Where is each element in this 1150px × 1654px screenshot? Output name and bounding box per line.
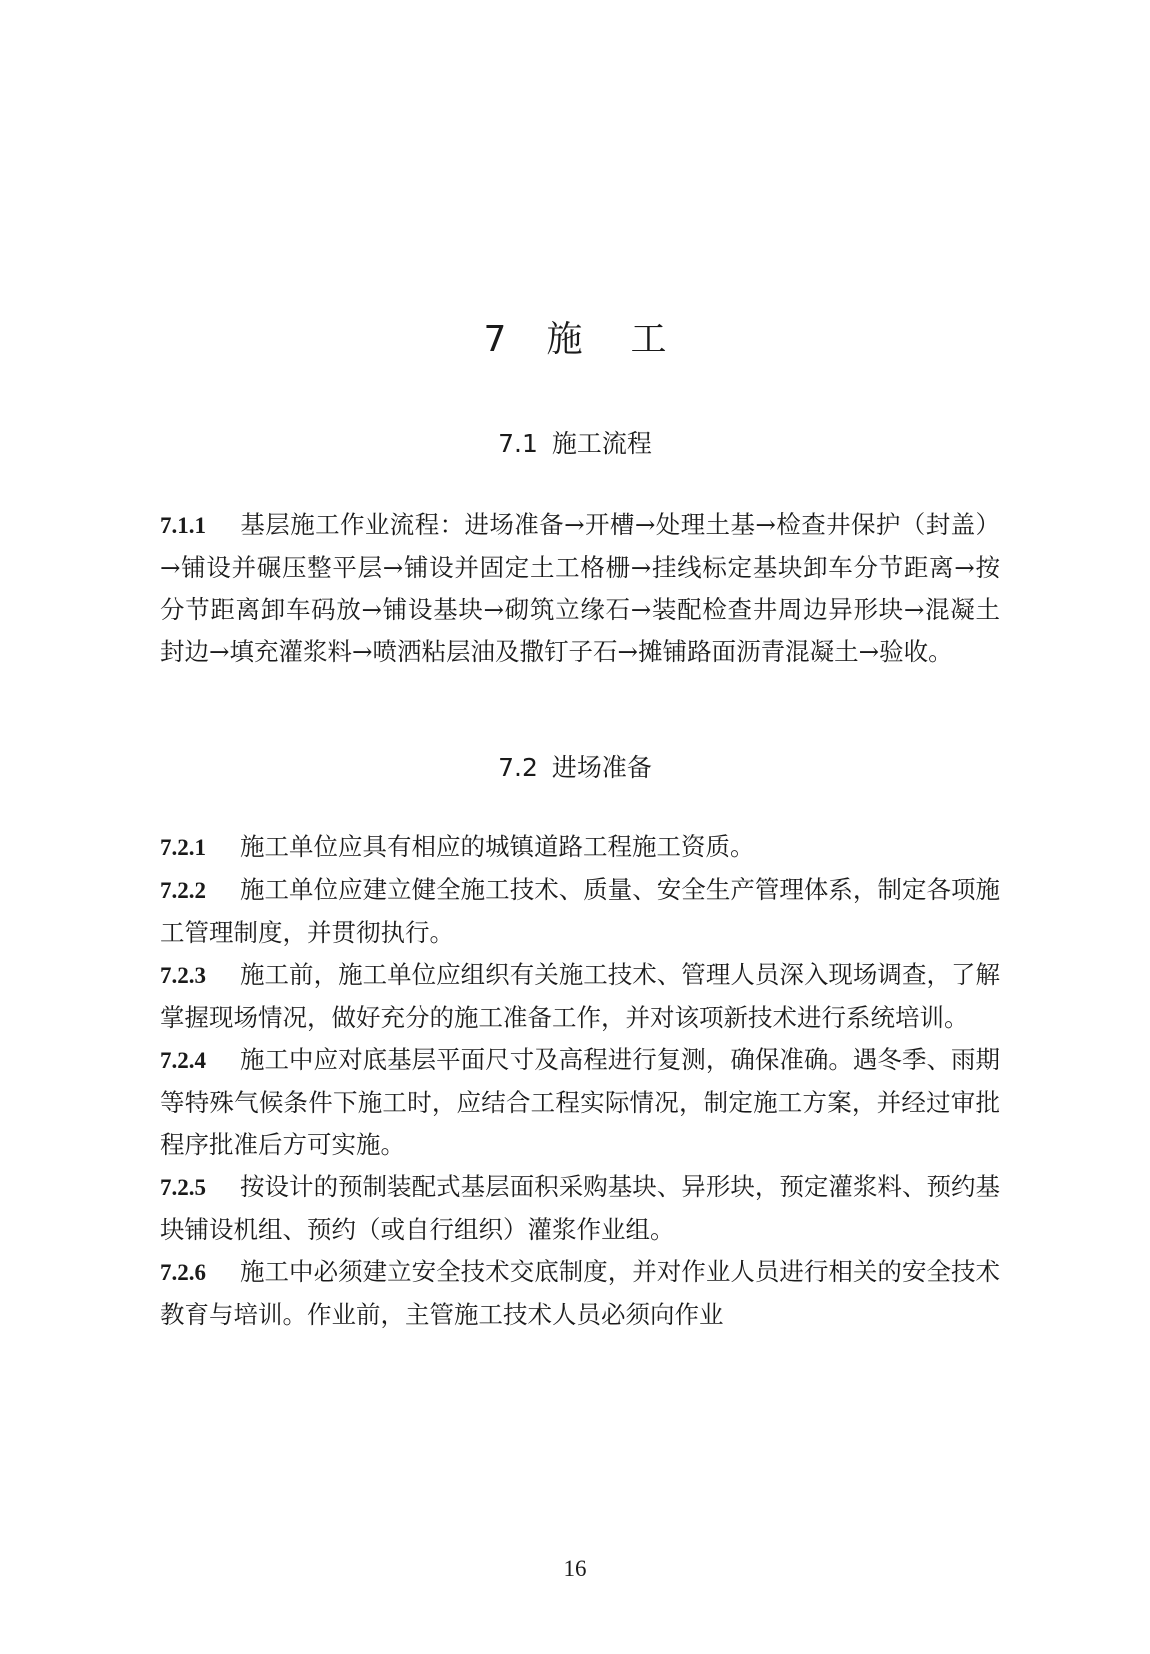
clause-text: 施工单位应建立健全施工技术、质量、安全生产管理体系，制定各项施工管理制度，并贯彻执行。 [160,875,1000,947]
clause-number: 7.2.5 [160,1175,206,1200]
chapter-number: 7 [483,319,507,360]
section-title-text: 施工流程 [551,429,652,458]
page-number: 16 [563,1556,587,1581]
section-number: 7.2 [498,753,538,782]
clause-text: 施工中应对底基层平面尺寸及高程进行复测，确保准确。遇冬季、雨期等特殊气候条件下施工时，应结合工程实际情况，制定施工方案，并经过审批程序批准后方可实施。 [160,1045,1000,1159]
clause-number: 7.2.4 [160,1048,206,1073]
section-title-text: 进场准备 [551,753,652,782]
section-title-7-2 [0,752,1150,784]
clause-number: 7.2.1 [160,835,206,860]
clause-7-2-2 [160,869,1000,954]
clause-number: 7.2.3 [160,963,206,988]
chapter-title-text: 施工 [546,319,715,360]
clause-number: 7.1.1 [160,513,206,538]
clause-text: 施工中必须建立安全技术交底制度，并对作业人员进行相关的安全技术教育与培训。作业前，主管施工技术人员必须向作业 [160,1257,1000,1329]
clause-7-2-1 [160,826,1000,869]
clause-7-2-3 [160,954,1000,1039]
clause-7-2-6 [160,1251,1000,1336]
clause-number: 7.2.2 [160,878,206,903]
clause-number: 7.2.6 [160,1260,206,1285]
clause-text: 基层施工作业流程：进场准备→开槽→处理土基→检查井保护（封盖）→铺设并碾压整平层→铺设并固定土工格栅→挂线标定基块卸车分节距离→按分节距离卸车码放→铺设基块→砌筑立缘石→装配检查井周边异形块→混凝土封边→填充灌浆料→喷洒粘层油及撒钉子石→摊铺路面沥青混凝土→验收。 [160,510,1000,666]
clause-text: 施工前，施工单位应组织有关施工技术、管理人员深入现场调查，了解掌握现场情况，做好充分的施工准备工作，并对该项新技术进行系统培训。 [160,960,1000,1032]
clause-7-2-5 [160,1166,1000,1251]
clause-text: 按设计的预制装配式基层面积采购基块、异形块，预定灌浆料、预约基块铺设机组、预约（或自行组织）灌浆作业组。 [160,1172,1000,1244]
clause-7-2-4 [160,1039,1000,1166]
clause-text: 施工单位应具有相应的城镇道路工程施工资质。 [240,832,755,861]
section-body-7-2 [160,826,1000,1336]
section-title-7-1 [0,428,1150,460]
section-number: 7.1 [498,429,538,458]
clause-7-1-1 [160,504,1000,673]
section-body-7-1 [160,504,1000,673]
chapter-title [0,318,1150,362]
